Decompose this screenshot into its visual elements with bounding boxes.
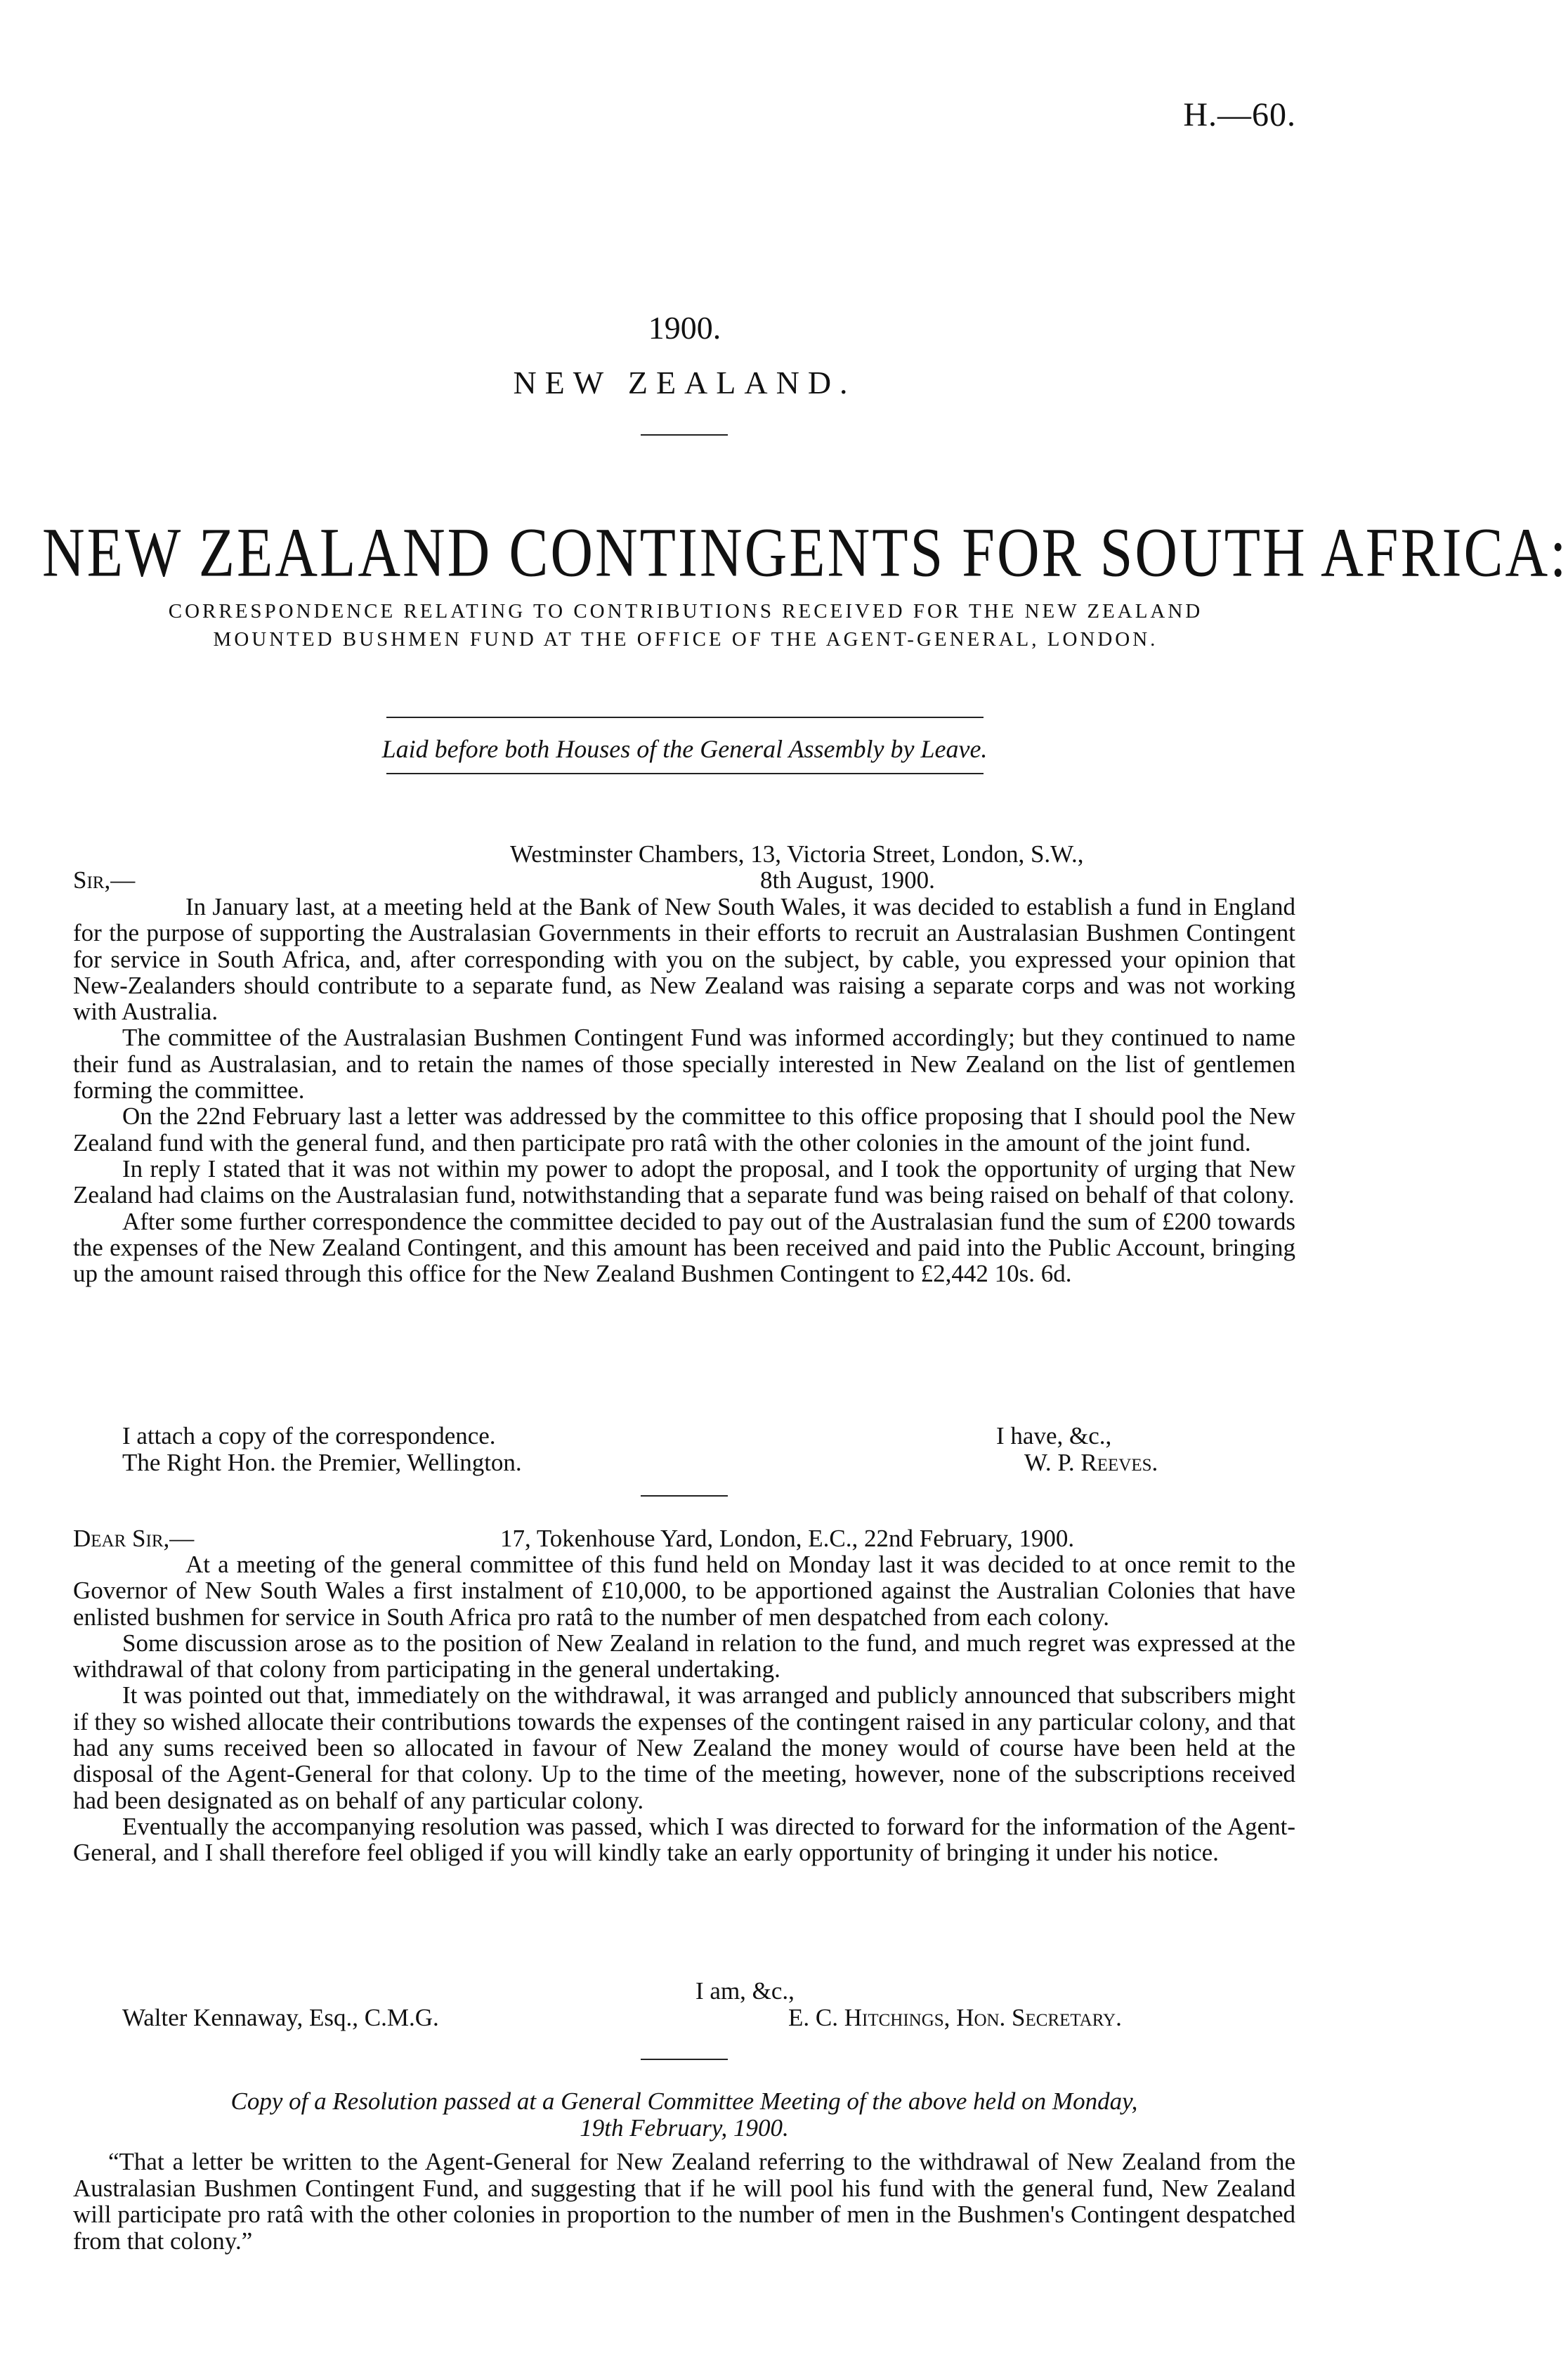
letter-paragraph: Some discussion arose as to the position of New Zealand in relation to the fund, and much regret was expressed at the withdrawal of that colony from participating in the general undertaking.	[73, 1629, 1295, 1683]
resolution-paragraph: “That a letter be written to the Agent-General for New Zealand referring to the withdrawal of New Zealand from the Australasian Bushmen Contingent Fund, and suggesting that if he will pool his fund with the general fund, New Zealand will participate pro ratâ with the other colonies in proportion to the number of men in the Bushmen's Contingent despatched from that colony.”	[73, 2148, 1295, 2255]
laid-before-notice: Laid before both Houses of the General Assembly by Leave.	[381, 735, 988, 763]
document-year: 1900.	[648, 310, 721, 346]
divider	[641, 2059, 728, 2060]
resolution-text	[73, 2149, 1295, 2254]
letter-paragraph: After some further correspondence the committee decided to pay out of the Australasian fund the sum of £200 towards the expenses of the New Zealand Contingent, and this amount has been received and paid into the Public Account, bringing up the amount raised through this office for the New Zealand Bushmen Contingent to £2,442 10s. 6d.	[73, 1207, 1295, 1288]
letter-body	[73, 1551, 1295, 1866]
attachment-note: I attach a copy of the correspondence.	[122, 1422, 496, 1449]
divider	[386, 717, 984, 718]
letter-salutation: Sir,—	[73, 866, 136, 894]
letter-closing: I have, &c.,	[996, 1422, 1112, 1449]
letter-paragraph: The committee of the Australasian Bushmen Contingent Fund was informed accordingly; but they continued to name their fund as Australasian, and to retain the names of those specially interested in New Zealand on the list of gentlemen forming the committee.	[73, 1024, 1295, 1105]
page-subtitle	[67, 597, 1304, 653]
letter-paragraph: In January last, at a meeting held at the Bank of New South Wales, it was decided to establish a fund in England for the purpose of supporting the Australasian Governments in their efforts to recruit an Australasian Bushmen Contingent for service in South Africa, and, after corresponding with you on the subject, by cable, you expressed your opinion that New-Zealanders should contribute to a separate fund, as New Zealand was raising a separate corps and was not working with Australia.	[73, 893, 1295, 1026]
letter-paragraph: On the 22nd February last a letter was addressed by the committee to this office proposing that I should pool the New Zealand fund with the general fund, and then participate pro ratâ with the other colonies in the amount of the joint fund.	[73, 1102, 1295, 1157]
letter-paragraph: Eventually the accompanying resolution was passed, which I was directed to forward for the information of the Agent-General, and I shall therefore feel obliged if you will kindly take an early opportunity of bringing it under his notice.	[73, 1812, 1295, 1867]
subtitle-line: CORRESPONDENCE RELATING TO CONTRIBUTIONS RECEIVED FOR THE NEW ZEALAND	[168, 600, 1203, 623]
resolution-heading	[73, 2088, 1295, 2142]
letter-addressee: The Right Hon. the Premier, Wellington.	[122, 1449, 522, 1476]
letter-paragraph: It was pointed out that, immediately on the withdrawal, it was arranged and publicly announced that subscribers might if they so wished allocate their contributions towards the expenses of the contingent raised in any particular colony, and that had any sums received been so allocated in favour of New Zealand the money would of course have been held at the disposal of the Agent-General for that colony. Up to the time of the meeting, however, none of the subscriptions received had been designated as on behalf of any particular colony.	[73, 1681, 1295, 1814]
letter-signature: W. P. Reeves.	[1024, 1449, 1158, 1476]
page-title: NEW ZEALAND CONTINGENTS FOR SOUTH AFRICA:	[42, 514, 1568, 592]
letter-address: Westminster Chambers, 13, Victoria Street, London, S.W.,	[510, 840, 1084, 868]
divider	[641, 1495, 728, 1497]
letter-closing: I am, &c.,	[695, 1977, 795, 2005]
divider	[641, 434, 728, 436]
letter-address-date: 17, Tokenhouse Yard, London, E.C., 22nd February, 1900.	[500, 1525, 1075, 1552]
country-heading: NEW ZEALAND.	[513, 365, 856, 400]
letter-paragraph: In reply I stated that it was not within my power to adopt the proposal, and I took the opportunity of urging that New Zealand had claims on the Australasian fund, notwithstanding that a separate fund was being raised on behalf of that colony.	[73, 1154, 1295, 1209]
resolution-heading-line: Copy of a Resolution passed at a General Committee Meeting of the above held on Monday,	[230, 2087, 1138, 2115]
divider	[386, 773, 984, 774]
letter-body	[73, 894, 1295, 1286]
letter-paragraph: At a meeting of the general committee of this fund held on Monday last it was decided to at once remit to the Governor of New South Wales a first instalment of £10,000, to be apportioned against the Australian Colonies that have enlisted bushmen for service in South Africa pro ratâ to the number of men despatched from each colony.	[73, 1551, 1295, 1631]
letter-date: 8th August, 1900.	[760, 866, 935, 894]
subtitle-line: MOUNTED BUSHMEN FUND AT THE OFFICE OF THE AGENT-GENERAL, LONDON.	[213, 628, 1158, 651]
document-reference: H.—60.	[1183, 96, 1296, 133]
letter-salutation: Dear Sir,—	[73, 1525, 195, 1552]
letter-addressee: Walter Kennaway, Esq., C.M.G.	[122, 2004, 439, 2031]
letter-signature: E. C. Hitchings, Hon. Secretary.	[788, 2004, 1122, 2031]
resolution-heading-line: 19th February, 1900.	[580, 2114, 789, 2142]
